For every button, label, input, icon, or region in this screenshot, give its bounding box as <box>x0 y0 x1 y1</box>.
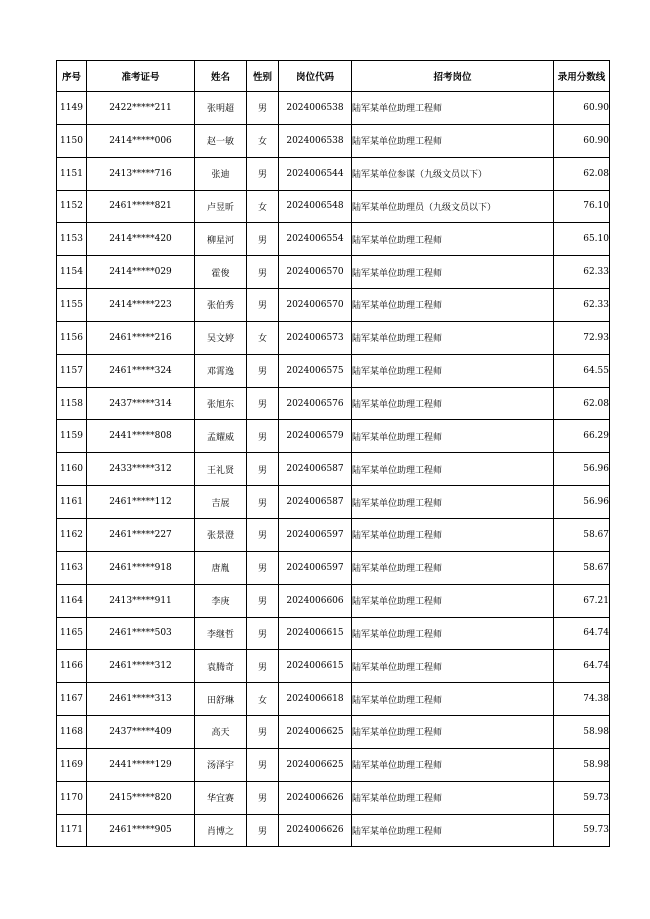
table-body <box>57 92 610 847</box>
cell-name: 吴文婷 <box>195 321 247 354</box>
cell-seq: 1149 <box>57 92 87 125</box>
cell-gender: 男 <box>247 354 279 387</box>
admission-score-table <box>56 60 610 847</box>
cell-post: 陆军某单位助理工程师 <box>352 453 554 486</box>
cell-gender: 女 <box>247 683 279 716</box>
cell-post-code: 2024006606 <box>279 584 352 617</box>
cell-post: 陆军某单位助理工程师 <box>352 321 554 354</box>
table-row <box>57 617 610 650</box>
cell-gender: 男 <box>247 814 279 847</box>
cell-name: 肖博之 <box>195 814 247 847</box>
cell-exam-id: 2461*****227 <box>87 518 195 551</box>
cell-exam-id: 2414*****029 <box>87 256 195 289</box>
cell-post: 陆军某单位助理工程师 <box>352 716 554 749</box>
cell-post: 陆军某单位助理工程师 <box>352 256 554 289</box>
cell-gender: 女 <box>247 321 279 354</box>
header-gender: 性别 <box>247 61 279 92</box>
cell-seq: 1166 <box>57 650 87 683</box>
cell-post: 陆军某单位助理工程师 <box>352 354 554 387</box>
cell-post-code: 2024006587 <box>279 453 352 486</box>
cell-gender: 男 <box>247 157 279 190</box>
cell-exam-id: 2437*****409 <box>87 716 195 749</box>
table-row <box>57 814 610 847</box>
cell-post-code: 2024006615 <box>279 650 352 683</box>
cell-post-code: 2024006575 <box>279 354 352 387</box>
cell-score: 76.10 <box>554 190 610 223</box>
cell-seq: 1155 <box>57 289 87 322</box>
cell-post-code: 2024006626 <box>279 814 352 847</box>
table-row <box>57 453 610 486</box>
table-row <box>57 124 610 157</box>
table-row <box>57 420 610 453</box>
cell-score: 59.73 <box>554 781 610 814</box>
cell-name: 张旭东 <box>195 387 247 420</box>
cell-exam-id: 2461*****313 <box>87 683 195 716</box>
cell-name: 袁腾奇 <box>195 650 247 683</box>
cell-post-code: 2024006576 <box>279 387 352 420</box>
cell-exam-id: 2461*****312 <box>87 650 195 683</box>
cell-post-code: 2024006573 <box>279 321 352 354</box>
cell-seq: 1150 <box>57 124 87 157</box>
table-row <box>57 781 610 814</box>
cell-post-code: 2024006538 <box>279 124 352 157</box>
cell-exam-id: 2461*****112 <box>87 486 195 519</box>
cell-exam-id: 2461*****216 <box>87 321 195 354</box>
cell-post-code: 2024006597 <box>279 551 352 584</box>
cell-score: 62.33 <box>554 289 610 322</box>
cell-exam-id: 2413*****716 <box>87 157 195 190</box>
cell-score: 58.98 <box>554 716 610 749</box>
cell-post: 陆军某单位助理工程师 <box>352 124 554 157</box>
cell-score: 56.96 <box>554 453 610 486</box>
cell-score: 62.33 <box>554 256 610 289</box>
cell-score: 65.10 <box>554 223 610 256</box>
table-row <box>57 518 610 551</box>
cell-post-code: 2024006548 <box>279 190 352 223</box>
cell-post: 陆军某单位助理工程师 <box>352 223 554 256</box>
cell-exam-id: 2414*****223 <box>87 289 195 322</box>
cell-seq: 1169 <box>57 748 87 781</box>
cell-exam-id: 2415*****820 <box>87 781 195 814</box>
cell-name: 霍俊 <box>195 256 247 289</box>
cell-gender: 男 <box>247 420 279 453</box>
cell-name: 张明超 <box>195 92 247 125</box>
cell-gender: 女 <box>247 190 279 223</box>
table-row <box>57 321 610 354</box>
cell-score: 60.90 <box>554 124 610 157</box>
cell-seq: 1158 <box>57 387 87 420</box>
table-row <box>57 256 610 289</box>
cell-name: 高天 <box>195 716 247 749</box>
cell-name: 田舒琳 <box>195 683 247 716</box>
cell-gender: 男 <box>247 92 279 125</box>
cell-post-code: 2024006579 <box>279 420 352 453</box>
cell-score: 72.93 <box>554 321 610 354</box>
cell-post-code: 2024006544 <box>279 157 352 190</box>
cell-gender: 男 <box>247 650 279 683</box>
cell-gender: 男 <box>247 486 279 519</box>
cell-seq: 1163 <box>57 551 87 584</box>
cell-name: 孟耀威 <box>195 420 247 453</box>
table-row <box>57 387 610 420</box>
cell-name: 邓霄逸 <box>195 354 247 387</box>
cell-seq: 1154 <box>57 256 87 289</box>
table-row <box>57 289 610 322</box>
cell-post: 陆军某单位助理工程师 <box>352 420 554 453</box>
cell-exam-id: 2441*****129 <box>87 748 195 781</box>
cell-post: 陆军某单位参谋（九级文员以下） <box>352 157 554 190</box>
cell-name: 汤泽宇 <box>195 748 247 781</box>
cell-post: 陆军某单位助理工程师 <box>352 289 554 322</box>
cell-exam-id: 2441*****808 <box>87 420 195 453</box>
cell-gender: 男 <box>247 584 279 617</box>
cell-post: 陆军某单位助理工程师 <box>352 584 554 617</box>
cell-post-code: 2024006625 <box>279 716 352 749</box>
cell-exam-id: 2414*****420 <box>87 223 195 256</box>
cell-seq: 1165 <box>57 617 87 650</box>
cell-score: 59.73 <box>554 814 610 847</box>
table-row <box>57 92 610 125</box>
cell-name: 卢昱昕 <box>195 190 247 223</box>
cell-seq: 1159 <box>57 420 87 453</box>
cell-post-code: 2024006597 <box>279 518 352 551</box>
cell-seq: 1152 <box>57 190 87 223</box>
cell-score: 74.38 <box>554 683 610 716</box>
cell-seq: 1153 <box>57 223 87 256</box>
cell-post-code: 2024006538 <box>279 92 352 125</box>
cell-post: 陆军某单位助理工程师 <box>352 814 554 847</box>
cell-post: 陆军某单位助理员（九级文员以下） <box>352 190 554 223</box>
cell-post: 陆军某单位助理工程师 <box>352 683 554 716</box>
cell-exam-id: 2461*****324 <box>87 354 195 387</box>
cell-gender: 男 <box>247 617 279 650</box>
cell-name: 张伯秀 <box>195 289 247 322</box>
table-row <box>57 584 610 617</box>
cell-score: 58.67 <box>554 518 610 551</box>
cell-exam-id: 2461*****503 <box>87 617 195 650</box>
table-row <box>57 716 610 749</box>
cell-gender: 男 <box>247 256 279 289</box>
cell-seq: 1171 <box>57 814 87 847</box>
cell-name: 柳星河 <box>195 223 247 256</box>
cell-post-code: 2024006625 <box>279 748 352 781</box>
cell-post-code: 2024006618 <box>279 683 352 716</box>
header-exam-id: 准考证号 <box>87 61 195 92</box>
cell-score: 66.29 <box>554 420 610 453</box>
header-row <box>57 61 610 92</box>
cell-gender: 男 <box>247 781 279 814</box>
table-row <box>57 157 610 190</box>
header-score: 录用分数线 <box>554 61 610 92</box>
cell-seq: 1160 <box>57 453 87 486</box>
table-row <box>57 190 610 223</box>
table-row <box>57 223 610 256</box>
cell-score: 67.21 <box>554 584 610 617</box>
cell-score: 58.98 <box>554 748 610 781</box>
cell-score: 58.67 <box>554 551 610 584</box>
cell-exam-id: 2437*****314 <box>87 387 195 420</box>
cell-seq: 1162 <box>57 518 87 551</box>
header-seq: 序号 <box>57 61 87 92</box>
cell-post: 陆军某单位助理工程师 <box>352 748 554 781</box>
cell-score: 62.08 <box>554 387 610 420</box>
cell-post: 陆军某单位助理工程师 <box>352 781 554 814</box>
cell-post-code: 2024006570 <box>279 256 352 289</box>
table-row <box>57 486 610 519</box>
cell-name: 张景澄 <box>195 518 247 551</box>
cell-post-code: 2024006587 <box>279 486 352 519</box>
table-row <box>57 748 610 781</box>
cell-post-code: 2024006626 <box>279 781 352 814</box>
cell-gender: 男 <box>247 551 279 584</box>
cell-exam-id: 2433*****312 <box>87 453 195 486</box>
cell-name: 李继哲 <box>195 617 247 650</box>
cell-score: 56.96 <box>554 486 610 519</box>
cell-post-code: 2024006554 <box>279 223 352 256</box>
cell-score: 60.90 <box>554 92 610 125</box>
cell-gender: 女 <box>247 124 279 157</box>
cell-score: 62.08 <box>554 157 610 190</box>
cell-seq: 1168 <box>57 716 87 749</box>
cell-gender: 男 <box>247 223 279 256</box>
cell-gender: 男 <box>247 387 279 420</box>
cell-post: 陆军某单位助理工程师 <box>352 617 554 650</box>
cell-exam-id: 2461*****905 <box>87 814 195 847</box>
cell-score: 64.74 <box>554 650 610 683</box>
cell-post-code: 2024006615 <box>279 617 352 650</box>
cell-name: 唐胤 <box>195 551 247 584</box>
cell-gender: 男 <box>247 453 279 486</box>
cell-gender: 男 <box>247 518 279 551</box>
cell-seq: 1167 <box>57 683 87 716</box>
table-row <box>57 551 610 584</box>
cell-score: 64.55 <box>554 354 610 387</box>
cell-post-code: 2024006570 <box>279 289 352 322</box>
cell-exam-id: 2414*****006 <box>87 124 195 157</box>
cell-post: 陆军某单位助理工程师 <box>352 551 554 584</box>
cell-post: 陆军某单位助理工程师 <box>352 518 554 551</box>
cell-seq: 1170 <box>57 781 87 814</box>
cell-name: 李庚 <box>195 584 247 617</box>
cell-name: 华宜赛 <box>195 781 247 814</box>
cell-gender: 男 <box>247 289 279 322</box>
cell-seq: 1164 <box>57 584 87 617</box>
cell-post: 陆军某单位助理工程师 <box>352 486 554 519</box>
cell-post: 陆军某单位助理工程师 <box>352 387 554 420</box>
table-row <box>57 650 610 683</box>
cell-exam-id: 2461*****918 <box>87 551 195 584</box>
cell-gender: 男 <box>247 716 279 749</box>
cell-seq: 1161 <box>57 486 87 519</box>
cell-seq: 1157 <box>57 354 87 387</box>
cell-seq: 1151 <box>57 157 87 190</box>
cell-post: 陆军某单位助理工程师 <box>352 650 554 683</box>
cell-seq: 1156 <box>57 321 87 354</box>
cell-name: 张迪 <box>195 157 247 190</box>
cell-exam-id: 2413*****911 <box>87 584 195 617</box>
cell-exam-id: 2422*****211 <box>87 92 195 125</box>
header-post-code: 岗位代码 <box>279 61 352 92</box>
cell-gender: 男 <box>247 748 279 781</box>
header-post: 招考岗位 <box>352 61 554 92</box>
cell-score: 64.74 <box>554 617 610 650</box>
table-row <box>57 354 610 387</box>
table-row <box>57 683 610 716</box>
cell-name: 赵一敏 <box>195 124 247 157</box>
cell-post: 陆军某单位助理工程师 <box>352 92 554 125</box>
cell-exam-id: 2461*****821 <box>87 190 195 223</box>
cell-name: 吉展 <box>195 486 247 519</box>
cell-name: 王礼贤 <box>195 453 247 486</box>
header-name: 姓名 <box>195 61 247 92</box>
